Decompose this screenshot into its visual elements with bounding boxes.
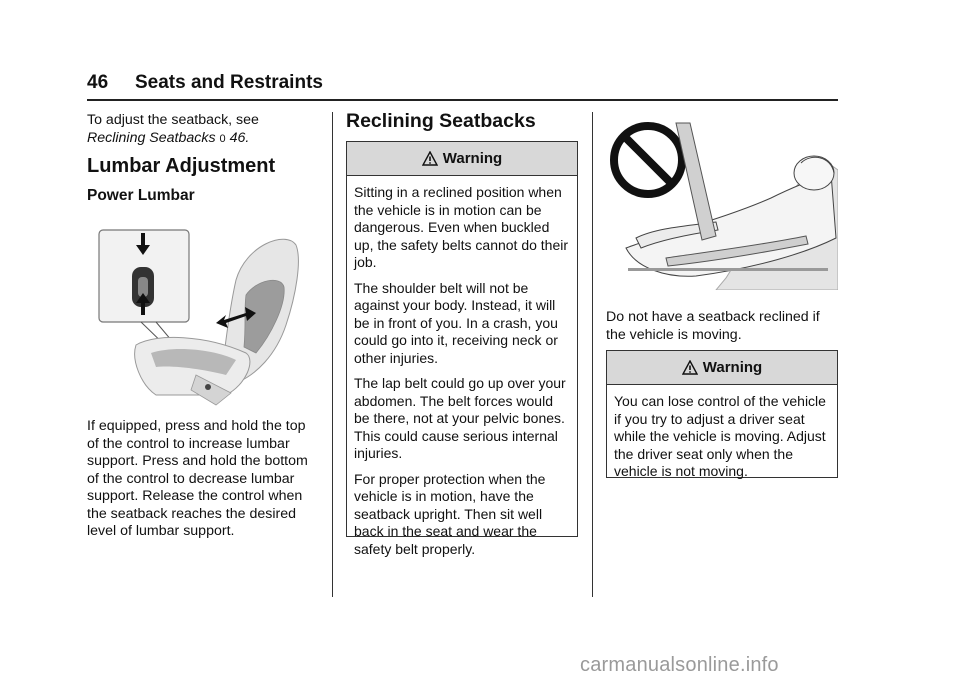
section-title-lumbar: Lumbar Adjustment bbox=[87, 155, 276, 177]
column-divider-left bbox=[332, 112, 333, 597]
page-number: 46 bbox=[87, 72, 109, 93]
warning-paragraph: For proper protection when the vehicle is in motion, have the seatback upright. Then sit well back in the seat and wear the safety belt properly. bbox=[354, 470, 546, 557]
xref-page[interactable]: 46. bbox=[229, 129, 250, 146]
xref-arrow-icon: 0 bbox=[219, 132, 226, 145]
xref-link[interactable]: Reclining Seatbacks bbox=[87, 129, 216, 146]
warning-paragraph: Sitting in a reclined position when the vehicle is in motion can be dangerous. Even when buckled up, the safety belts cannot do their job. bbox=[354, 184, 569, 270]
warning-header bbox=[347, 142, 577, 176]
prohibition-icon bbox=[614, 126, 682, 194]
reclined-passenger-illustration bbox=[606, 118, 838, 290]
warning-paragraph: The lap belt could go up over your abdomen. The belt forces would be there, not at your pelvic bones. This could cause serious internal injuries. bbox=[354, 375, 566, 461]
chapter-title: Seats and Restraints bbox=[135, 72, 323, 93]
warning-title: Warning bbox=[442, 150, 503, 167]
header-rule bbox=[87, 99, 838, 101]
section-title-reclining: Reclining Seatbacks bbox=[346, 110, 536, 132]
warning-header bbox=[607, 351, 837, 385]
intro-text: To adjust the seatback, see Reclining Seatbacks 0 46. bbox=[87, 112, 259, 146]
lumbar-body-text: If equipped, press and hold the top of the control to increase lumbar support. Press and hold the bottom of the control to decrease lumbar support. Release the control when the seatback reaches the desired level of lumbar support. bbox=[87, 418, 308, 539]
warning-icon bbox=[422, 151, 438, 167]
column-divider-right bbox=[592, 112, 593, 597]
warning-icon bbox=[682, 360, 698, 376]
warning-title: Warning bbox=[702, 359, 763, 376]
warning-box-reclining bbox=[346, 141, 578, 557]
watermark: carmanualsonline.info bbox=[580, 654, 779, 676]
warning-paragraph: You can lose control of the vehicle if you try to adjust a driver seat while the vehicle is moving. Adjust the driver seat only when the vehicle is not moving. bbox=[614, 393, 826, 479]
warning-paragraph: The shoulder belt will not be against your body. Instead, it will be in front of you. In a crash, you could go into it, receiving neck or other injuries. bbox=[354, 279, 558, 366]
warning-box-driver-seat bbox=[606, 350, 838, 478]
subsection-title-power-lumbar: Power Lumbar bbox=[87, 187, 195, 204]
reclined-caption: Do not have a seatback reclined if the vehicle is moving. bbox=[606, 309, 820, 343]
lumbar-seat-illustration bbox=[96, 225, 318, 411]
